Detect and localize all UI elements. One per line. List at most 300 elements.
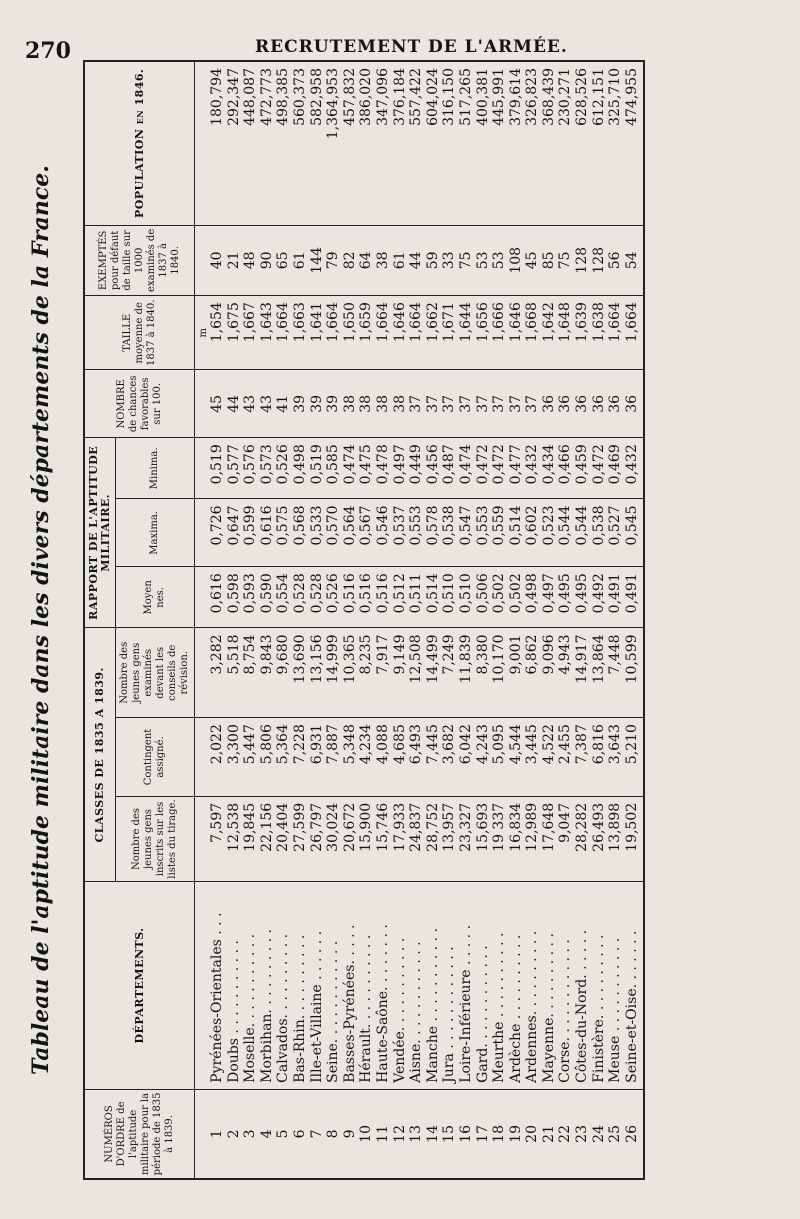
maxima-cell: 0,544 <box>557 499 574 567</box>
inscrits-cell: 30,024 <box>325 796 342 881</box>
maxima-cell: 0,523 <box>541 499 558 567</box>
header-minima: Minima. <box>116 438 195 499</box>
exemptes-cell: 54 <box>624 225 645 296</box>
taille-cell: 1,675 <box>226 296 243 370</box>
exemptes-cell: 75 <box>458 225 475 296</box>
header-rapport: RAPPORT DE L'APTITUDE MILITAIRE. <box>84 438 116 628</box>
minima-cell: 0,498 <box>292 438 309 499</box>
taille-cell: 1,650 <box>342 296 359 370</box>
chances-cell: 41 <box>275 370 292 438</box>
contingent-cell: 4,544 <box>508 718 525 797</box>
contingent-cell: 4,243 <box>475 718 492 797</box>
rank-cell: 17 <box>475 1089 492 1179</box>
header-rank: NUMÉROS D'ORDRE de l'aptitude militaire pour la période de 1835 à 1839. <box>84 1089 195 1179</box>
population-cell: 316,150 <box>441 61 458 225</box>
examines-cell: 4,943 <box>557 628 574 718</box>
exemptes-cell: 108 <box>508 225 525 296</box>
departement-cell: Moselle. . . . . . . . . . . <box>242 882 259 1090</box>
contingent-cell: 5,210 <box>624 718 645 797</box>
table-title: Tableau de l'aptitude militaire dans les divers départements de la France. <box>28 165 54 1075</box>
taille-cell: 1,638 <box>591 296 608 370</box>
table-row <box>358 61 375 1179</box>
inscrits-cell: 26,493 <box>591 796 608 881</box>
inscrits-cell: 28,282 <box>574 796 591 881</box>
exemptes-cell: 82 <box>342 225 359 296</box>
running-head: RECRUTEMENT DE L'ARMÉE. <box>255 37 568 57</box>
moyenne-cell: 0,491 <box>624 567 645 628</box>
minima-cell: 0,577 <box>226 438 243 499</box>
population-cell: 498,385 <box>275 61 292 225</box>
inscrits-cell: 16,834 <box>508 796 525 881</box>
departement-cell: Basses-Pyrénées. . . . . <box>342 882 359 1090</box>
departement-cell: Vendée. . . . . . . . . . . <box>392 882 409 1090</box>
inscrits-cell: 27,599 <box>292 796 309 881</box>
moyenne-cell: 0,510 <box>458 567 475 628</box>
table-row <box>242 61 259 1179</box>
rank-cell: 5 <box>275 1089 292 1179</box>
departement-cell: Finistère. . . . . . . . . . <box>591 882 608 1090</box>
minima-cell: 0,519 <box>209 438 226 499</box>
departement-cell: Calvados. . . . . . . . . . <box>275 882 292 1090</box>
rank-cell: 6 <box>292 1089 309 1179</box>
table-row <box>342 61 359 1179</box>
header-contingent: Contingent assigné. <box>116 718 195 797</box>
population-cell: 379,614 <box>508 61 525 225</box>
exemptes-cell: 79 <box>325 225 342 296</box>
population-cell: 292,347 <box>226 61 243 225</box>
chances-cell: 39 <box>325 370 342 438</box>
minima-cell: 0,478 <box>375 438 392 499</box>
table-row <box>425 61 442 1179</box>
inscrits-cell: 7,597 <box>209 796 226 881</box>
examines-cell: 10,365 <box>342 628 359 718</box>
minima-cell: 0,526 <box>275 438 292 499</box>
minima-cell: 0,449 <box>408 438 425 499</box>
chances-cell: 37 <box>508 370 525 438</box>
chances-cell: 36 <box>624 370 645 438</box>
contingent-cell: 5,806 <box>259 718 276 797</box>
population-cell: 560,373 <box>292 61 309 225</box>
rank-cell: 14 <box>425 1089 442 1179</box>
rank-cell: 26 <box>624 1089 645 1179</box>
taille-cell: 1,668 <box>524 296 541 370</box>
chances-cell: 36 <box>607 370 624 438</box>
contingent-cell: 3,445 <box>524 718 541 797</box>
exemptes-cell: 90 <box>259 225 276 296</box>
taille-cell: 1,646 <box>508 296 525 370</box>
population-cell: 376,184 <box>392 61 409 225</box>
departement-cell: Ardèche . . . . . . . . . . <box>508 882 525 1090</box>
rotated-table-block <box>28 55 788 1185</box>
moyenne-cell: 0,498 <box>524 567 541 628</box>
contingent-cell: 3,300 <box>226 718 243 797</box>
chances-cell: 37 <box>441 370 458 438</box>
minima-cell: 0,477 <box>508 438 525 499</box>
header-population: POPULATION en 1846. <box>84 61 195 225</box>
examines-cell: 8,754 <box>242 628 259 718</box>
examines-cell: 7,249 <box>441 628 458 718</box>
exemptes-cell: 21 <box>226 225 243 296</box>
moyenne-cell: 0,516 <box>358 567 375 628</box>
departement-cell: Loire-Inférieure . . . . . <box>458 882 475 1090</box>
inscrits-cell: 26,797 <box>309 796 326 881</box>
maxima-cell: 0,568 <box>292 499 309 567</box>
inscrits-cell: 23,327 <box>458 796 475 881</box>
exemptes-cell: 61 <box>292 225 309 296</box>
taille-cell: 1,664 <box>624 296 645 370</box>
rank-cell: 21 <box>541 1089 558 1179</box>
moyenne-cell: 0,512 <box>392 567 409 628</box>
table-row <box>557 61 574 1179</box>
exemptes-cell: 61 <box>392 225 409 296</box>
moyenne-cell: 0,528 <box>309 567 326 628</box>
table-row <box>624 61 645 1179</box>
population-cell: 448,087 <box>242 61 259 225</box>
contingent-cell: 6,816 <box>591 718 608 797</box>
inscrits-cell: 13,898 <box>607 796 624 881</box>
chances-cell: 38 <box>358 370 375 438</box>
contingent-cell: 4,522 <box>541 718 558 797</box>
chances-cell: 36 <box>541 370 558 438</box>
rank-cell: 2 <box>226 1089 243 1179</box>
departement-cell: Seine-et-Oise. . . . . . . <box>624 882 645 1090</box>
maxima-cell: 0,553 <box>408 499 425 567</box>
maxima-cell: 0,514 <box>508 499 525 567</box>
header-examines: Nombre des jeunes gens examinés devant les conseils de révision. <box>116 628 195 718</box>
inscrits-cell: 17,648 <box>541 796 558 881</box>
maxima-cell: 0,544 <box>574 499 591 567</box>
exemptes-cell: 38 <box>375 225 392 296</box>
contingent-cell: 3,643 <box>607 718 624 797</box>
examines-cell: 9,149 <box>392 628 409 718</box>
maxima-cell: 0,545 <box>624 499 645 567</box>
chances-cell: 36 <box>591 370 608 438</box>
moyenne-cell: 0,514 <box>425 567 442 628</box>
contingent-cell: 2,022 <box>209 718 226 797</box>
taille-cell: 1,667 <box>242 296 259 370</box>
table-row <box>309 61 326 1179</box>
inscrits-cell: 20,672 <box>342 796 359 881</box>
exemptes-cell: 44 <box>408 225 425 296</box>
population-cell: 557,422 <box>408 61 425 225</box>
rank-cell: 19 <box>508 1089 525 1179</box>
population-cell: 472,773 <box>259 61 276 225</box>
taille-cell: 1,664 <box>275 296 292 370</box>
rank-cell: 10 <box>358 1089 375 1179</box>
maxima-cell: 0,726 <box>209 499 226 567</box>
population-cell: 1,364,953 <box>325 61 342 225</box>
moyenne-cell: 0,554 <box>275 567 292 628</box>
header-inscrits: Nombre des jeunes gens inscrits sur les listes du tirage. <box>116 796 195 881</box>
contingent-cell: 7,887 <box>325 718 342 797</box>
maxima-cell: 0,564 <box>342 499 359 567</box>
population-cell: 582,958 <box>309 61 326 225</box>
page-number: 270 <box>25 38 71 64</box>
table-row <box>275 61 292 1179</box>
chances-cell: 37 <box>475 370 492 438</box>
contingent-cell: 3,682 <box>441 718 458 797</box>
taille-cell: 1,666 <box>491 296 508 370</box>
taille-cell: 1,648 <box>557 296 574 370</box>
inscrits-cell: 17,933 <box>392 796 409 881</box>
contingent-cell: 5,447 <box>242 718 259 797</box>
taille-cell: 1,662 <box>425 296 442 370</box>
examines-cell: 10,599 <box>624 628 645 718</box>
table-row <box>524 61 541 1179</box>
maxima-cell: 0,527 <box>607 499 624 567</box>
departement-cell: Ille-et-Villaine . . . . . . <box>309 882 326 1090</box>
population-cell: 517,265 <box>458 61 475 225</box>
examines-cell: 13,690 <box>292 628 309 718</box>
departement-cell: Gard. . . . . . . . . . . . <box>475 882 492 1090</box>
rank-cell: 4 <box>259 1089 276 1179</box>
population-cell: 400,381 <box>475 61 492 225</box>
examines-cell: 7,917 <box>375 628 392 718</box>
examines-cell: 14,499 <box>425 628 442 718</box>
departement-cell: Corse. . . . . . . . . . . . <box>557 882 574 1090</box>
contingent-cell: 4,234 <box>358 718 375 797</box>
examines-cell: 13,864 <box>591 628 608 718</box>
exemptes-cell: 33 <box>441 225 458 296</box>
exemptes-cell: 56 <box>607 225 624 296</box>
table-row <box>292 61 309 1179</box>
examines-cell: 7,448 <box>607 628 624 718</box>
examines-cell: 9,843 <box>259 628 276 718</box>
chances-cell: 44 <box>226 370 243 438</box>
chances-cell: 43 <box>259 370 276 438</box>
taille-cell: 1,664 <box>607 296 624 370</box>
departement-cell: Bas-Rhin. . . . . . . . . . <box>292 882 309 1090</box>
departement-cell: Doubs . . . . . . . . . . . <box>226 882 243 1090</box>
taille-cell: 1,671 <box>441 296 458 370</box>
maxima-cell: 0,599 <box>242 499 259 567</box>
contingent-cell: 5,364 <box>275 718 292 797</box>
departement-cell: Manche . . . . . . . . . . . <box>425 882 442 1090</box>
minima-cell: 0,474 <box>458 438 475 499</box>
taille-cell: 1,641 <box>309 296 326 370</box>
rank-cell: 13 <box>408 1089 425 1179</box>
chances-cell: 36 <box>574 370 591 438</box>
inscrits-cell: 22,156 <box>259 796 276 881</box>
inscrits-cell: 13,957 <box>441 796 458 881</box>
examines-cell: 9,001 <box>508 628 525 718</box>
rank-cell: 1 <box>209 1089 226 1179</box>
rank-cell: 18 <box>491 1089 508 1179</box>
moyenne-cell: 0,516 <box>342 567 359 628</box>
rank-cell: 9 <box>342 1089 359 1179</box>
contingent-cell: 6,931 <box>309 718 326 797</box>
inscrits-cell: 19,845 <box>242 796 259 881</box>
maxima-cell: 0,647 <box>226 499 243 567</box>
taille-cell: 1,664 <box>375 296 392 370</box>
chances-cell: 43 <box>242 370 259 438</box>
table-body <box>195 61 645 1179</box>
maxima-cell: 0,567 <box>358 499 375 567</box>
chances-cell: 39 <box>292 370 309 438</box>
departement-cell: Morbihan. . . . . . . . . . <box>259 882 276 1090</box>
contingent-cell: 2,455 <box>557 718 574 797</box>
table-row <box>209 61 226 1179</box>
header-maxima: Maxima. <box>116 499 195 567</box>
table-row <box>259 61 276 1179</box>
maxima-cell: 0,538 <box>441 499 458 567</box>
departement-cell: Haute-Saône. . . . . . . . <box>375 882 392 1090</box>
chances-cell: 38 <box>375 370 392 438</box>
minima-cell: 0,434 <box>541 438 558 499</box>
minima-cell: 0,474 <box>342 438 359 499</box>
minima-cell: 0,576 <box>242 438 259 499</box>
taille-cell: 1,654 <box>209 296 226 370</box>
taille-cell: 1,639 <box>574 296 591 370</box>
taille-cell: 1,643 <box>259 296 276 370</box>
departement-cell: Mayenne. . . . . . . . . . <box>541 882 558 1090</box>
minima-cell: 0,472 <box>491 438 508 499</box>
exemptes-cell: 40 <box>209 225 226 296</box>
inscrits-cell: 9,047 <box>557 796 574 881</box>
minima-cell: 0,573 <box>259 438 276 499</box>
exemptes-cell: 85 <box>541 225 558 296</box>
contingent-cell: 6,493 <box>408 718 425 797</box>
chances-cell: 38 <box>342 370 359 438</box>
table-row <box>475 61 492 1179</box>
table-row <box>591 61 608 1179</box>
table-row <box>441 61 458 1179</box>
exemptes-cell: 45 <box>524 225 541 296</box>
rank-cell: 22 <box>557 1089 574 1179</box>
contingent-cell: 7,228 <box>292 718 309 797</box>
rank-cell: 20 <box>524 1089 541 1179</box>
moyenne-cell: 0,497 <box>541 567 558 628</box>
moyenne-cell: 0,526 <box>325 567 342 628</box>
chances-cell: 37 <box>425 370 442 438</box>
minima-cell: 0,432 <box>624 438 645 499</box>
moyenne-cell: 0,593 <box>242 567 259 628</box>
maxima-cell: 0,559 <box>491 499 508 567</box>
population-cell: 326,823 <box>524 61 541 225</box>
departement-cell: Seine. . . . . . . . . . . . <box>325 882 342 1090</box>
table-row <box>226 61 243 1179</box>
rank-cell: 7 <box>309 1089 326 1179</box>
rank-cell: 8 <box>325 1089 342 1179</box>
exemptes-cell: 48 <box>242 225 259 296</box>
taille-cell: 1,642 <box>541 296 558 370</box>
examines-cell: 8,380 <box>475 628 492 718</box>
maxima-cell: 0,602 <box>524 499 541 567</box>
moyenne-cell: 0,616 <box>209 567 226 628</box>
moyenne-cell: 0,491 <box>607 567 624 628</box>
chances-cell: 37 <box>458 370 475 438</box>
departement-cell: Jura . . . . . . . . . . . . <box>441 882 458 1090</box>
population-cell: 474,955 <box>624 61 645 225</box>
rank-cell: 24 <box>591 1089 608 1179</box>
taille-unit: m <box>195 296 210 370</box>
moyenne-cell: 0,492 <box>591 567 608 628</box>
examines-cell: 13,156 <box>309 628 326 718</box>
maxima-cell: 0,537 <box>392 499 409 567</box>
rank-cell: 11 <box>375 1089 392 1179</box>
examines-cell: 3,282 <box>209 628 226 718</box>
rank-cell: 12 <box>392 1089 409 1179</box>
minima-cell: 0,469 <box>607 438 624 499</box>
exemptes-cell: 75 <box>557 225 574 296</box>
minima-cell: 0,497 <box>392 438 409 499</box>
header-departements: DÉPARTEMENTS. <box>84 882 195 1090</box>
maxima-cell: 0,570 <box>325 499 342 567</box>
contingent-cell: 5,348 <box>342 718 359 797</box>
moyenne-cell: 0,590 <box>259 567 276 628</box>
chances-cell: 37 <box>524 370 541 438</box>
population-cell: 180,794 <box>209 61 226 225</box>
moyenne-cell: 0,502 <box>491 567 508 628</box>
inscrits-cell: 15,900 <box>358 796 375 881</box>
inscrits-cell: 12,989 <box>524 796 541 881</box>
contingent-cell: 7,387 <box>574 718 591 797</box>
table-row <box>458 61 475 1179</box>
table-row <box>392 61 409 1179</box>
table-row <box>541 61 558 1179</box>
examines-cell: 11,839 <box>458 628 475 718</box>
rank-cell: 16 <box>458 1089 475 1179</box>
population-cell: 457,832 <box>342 61 359 225</box>
table-row <box>574 61 591 1179</box>
inscrits-cell: 28,752 <box>425 796 442 881</box>
maxima-cell: 0,547 <box>458 499 475 567</box>
moyenne-cell: 0,502 <box>508 567 525 628</box>
inscrits-cell: 19 337 <box>491 796 508 881</box>
table-row <box>508 61 525 1179</box>
examines-cell: 14,917 <box>574 628 591 718</box>
contingent-cell: 6,042 <box>458 718 475 797</box>
examines-cell: 5,518 <box>226 628 243 718</box>
rank-cell: 23 <box>574 1089 591 1179</box>
taille-cell: 1,644 <box>458 296 475 370</box>
departement-cell: Meuse . . . . . . . . . . . <box>607 882 624 1090</box>
minima-cell: 0,487 <box>441 438 458 499</box>
minima-cell: 0,432 <box>524 438 541 499</box>
exemptes-cell: 128 <box>591 225 608 296</box>
exemptes-cell: 53 <box>475 225 492 296</box>
chances-cell: 37 <box>408 370 425 438</box>
exemptes-cell: 53 <box>491 225 508 296</box>
departement-cell: Meurthe . . . . . . . . . . <box>491 882 508 1090</box>
taille-cell: 1,646 <box>392 296 409 370</box>
inscrits-cell: 12,538 <box>226 796 243 881</box>
minima-cell: 0,456 <box>425 438 442 499</box>
moyenne-cell: 0,511 <box>408 567 425 628</box>
taille-cell: 1,659 <box>358 296 375 370</box>
departement-cell: Ardennes. . . . . . . . . . <box>524 882 541 1090</box>
population-cell: 325,710 <box>607 61 624 225</box>
minima-cell: 0,585 <box>325 438 342 499</box>
chances-cell: 37 <box>491 370 508 438</box>
header-moyennes: Moyen nes. <box>116 567 195 628</box>
header-exemptes: EXEMPTÉS pour défaut de taille sur 1000 examinés de 1837 à 1840. <box>84 225 195 296</box>
taille-cell: 1,664 <box>325 296 342 370</box>
table-row <box>408 61 425 1179</box>
departement-cell: Aisne. . . . . . . . . . . . <box>408 882 425 1090</box>
population-cell: 347,096 <box>375 61 392 225</box>
minima-cell: 0,472 <box>591 438 608 499</box>
rank-cell: 25 <box>607 1089 624 1179</box>
minima-cell: 0,519 <box>309 438 326 499</box>
maxima-cell: 0,553 <box>475 499 492 567</box>
moyenne-cell: 0,528 <box>292 567 309 628</box>
exemptes-cell: 144 <box>309 225 326 296</box>
taille-cell: 1,663 <box>292 296 309 370</box>
exemptes-cell: 59 <box>425 225 442 296</box>
examines-cell: 9,096 <box>541 628 558 718</box>
chances-cell: 39 <box>309 370 326 438</box>
